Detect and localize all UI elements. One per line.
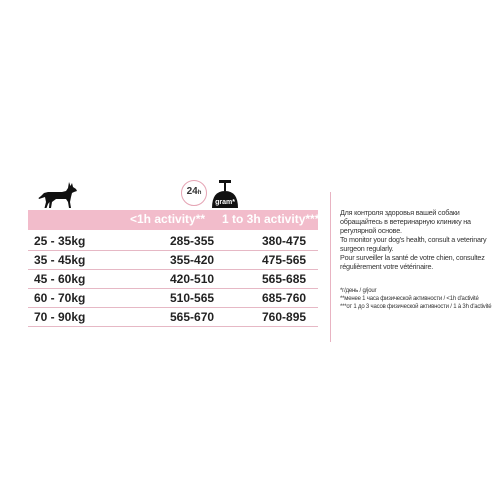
high-activity-cell: 380-475 bbox=[262, 234, 307, 248]
health-note bbox=[340, 208, 500, 271]
weight-cell: 70 - 90kg bbox=[34, 310, 86, 324]
weight-cell: 45 - 60kg bbox=[34, 272, 86, 286]
row-divider bbox=[28, 326, 318, 327]
note-fr: Pour surveiller la santé de votre chien, consultez régulièrement votre vétérinaire. bbox=[340, 253, 485, 271]
24h-clock-icon bbox=[181, 180, 207, 206]
high-activity-cell: 760-895 bbox=[262, 310, 307, 324]
high-activity-cell: 565-685 bbox=[262, 272, 307, 286]
table-row bbox=[28, 270, 318, 289]
weight-cell: 25 - 35kg bbox=[34, 234, 86, 248]
gram-scale-icon bbox=[209, 178, 241, 214]
note-ru: Для контроля здоровья вашей собаки обращайтесь в ветеринарную клинику на регулярной основе. bbox=[340, 208, 471, 235]
footnote-3: ***от 1 до 3 часов физической активности / 1 à 3h d'activité bbox=[340, 304, 492, 310]
weight-cell: 35 - 45kg bbox=[34, 253, 86, 267]
note-en: To monitor your dog's health, consult a veterinary surgeon regularly. bbox=[340, 235, 487, 253]
weight-cell: 60 - 70kg bbox=[34, 291, 86, 305]
column-header-low-activity: <1h activity** bbox=[130, 212, 206, 226]
high-activity-cell: 685-760 bbox=[262, 291, 307, 305]
footnote-2: **менее 1 часа физической активности / <1h d'activité bbox=[340, 296, 479, 302]
low-activity-cell: 510-565 bbox=[170, 291, 215, 305]
table-row bbox=[28, 232, 318, 251]
icon-24-number: 24 bbox=[186, 186, 198, 197]
table-row bbox=[28, 251, 318, 270]
table-row bbox=[28, 308, 318, 327]
footnotes bbox=[340, 287, 500, 311]
column-header-high-activity: 1 to 3h activity*** bbox=[222, 212, 320, 226]
low-activity-cell: 355-420 bbox=[170, 253, 215, 267]
low-activity-cell: 565-670 bbox=[170, 310, 215, 324]
high-activity-cell: 475-565 bbox=[262, 253, 307, 267]
scale-label: gram* bbox=[215, 199, 235, 206]
table-row bbox=[28, 289, 318, 308]
icon-24-suffix: h bbox=[197, 190, 202, 196]
vertical-divider bbox=[330, 192, 331, 342]
dog-silhouette-icon bbox=[38, 180, 78, 210]
low-activity-cell: 285-355 bbox=[170, 234, 215, 248]
footnote-1: *г/день / g/jour bbox=[340, 288, 377, 294]
low-activity-cell: 420-510 bbox=[170, 272, 215, 286]
